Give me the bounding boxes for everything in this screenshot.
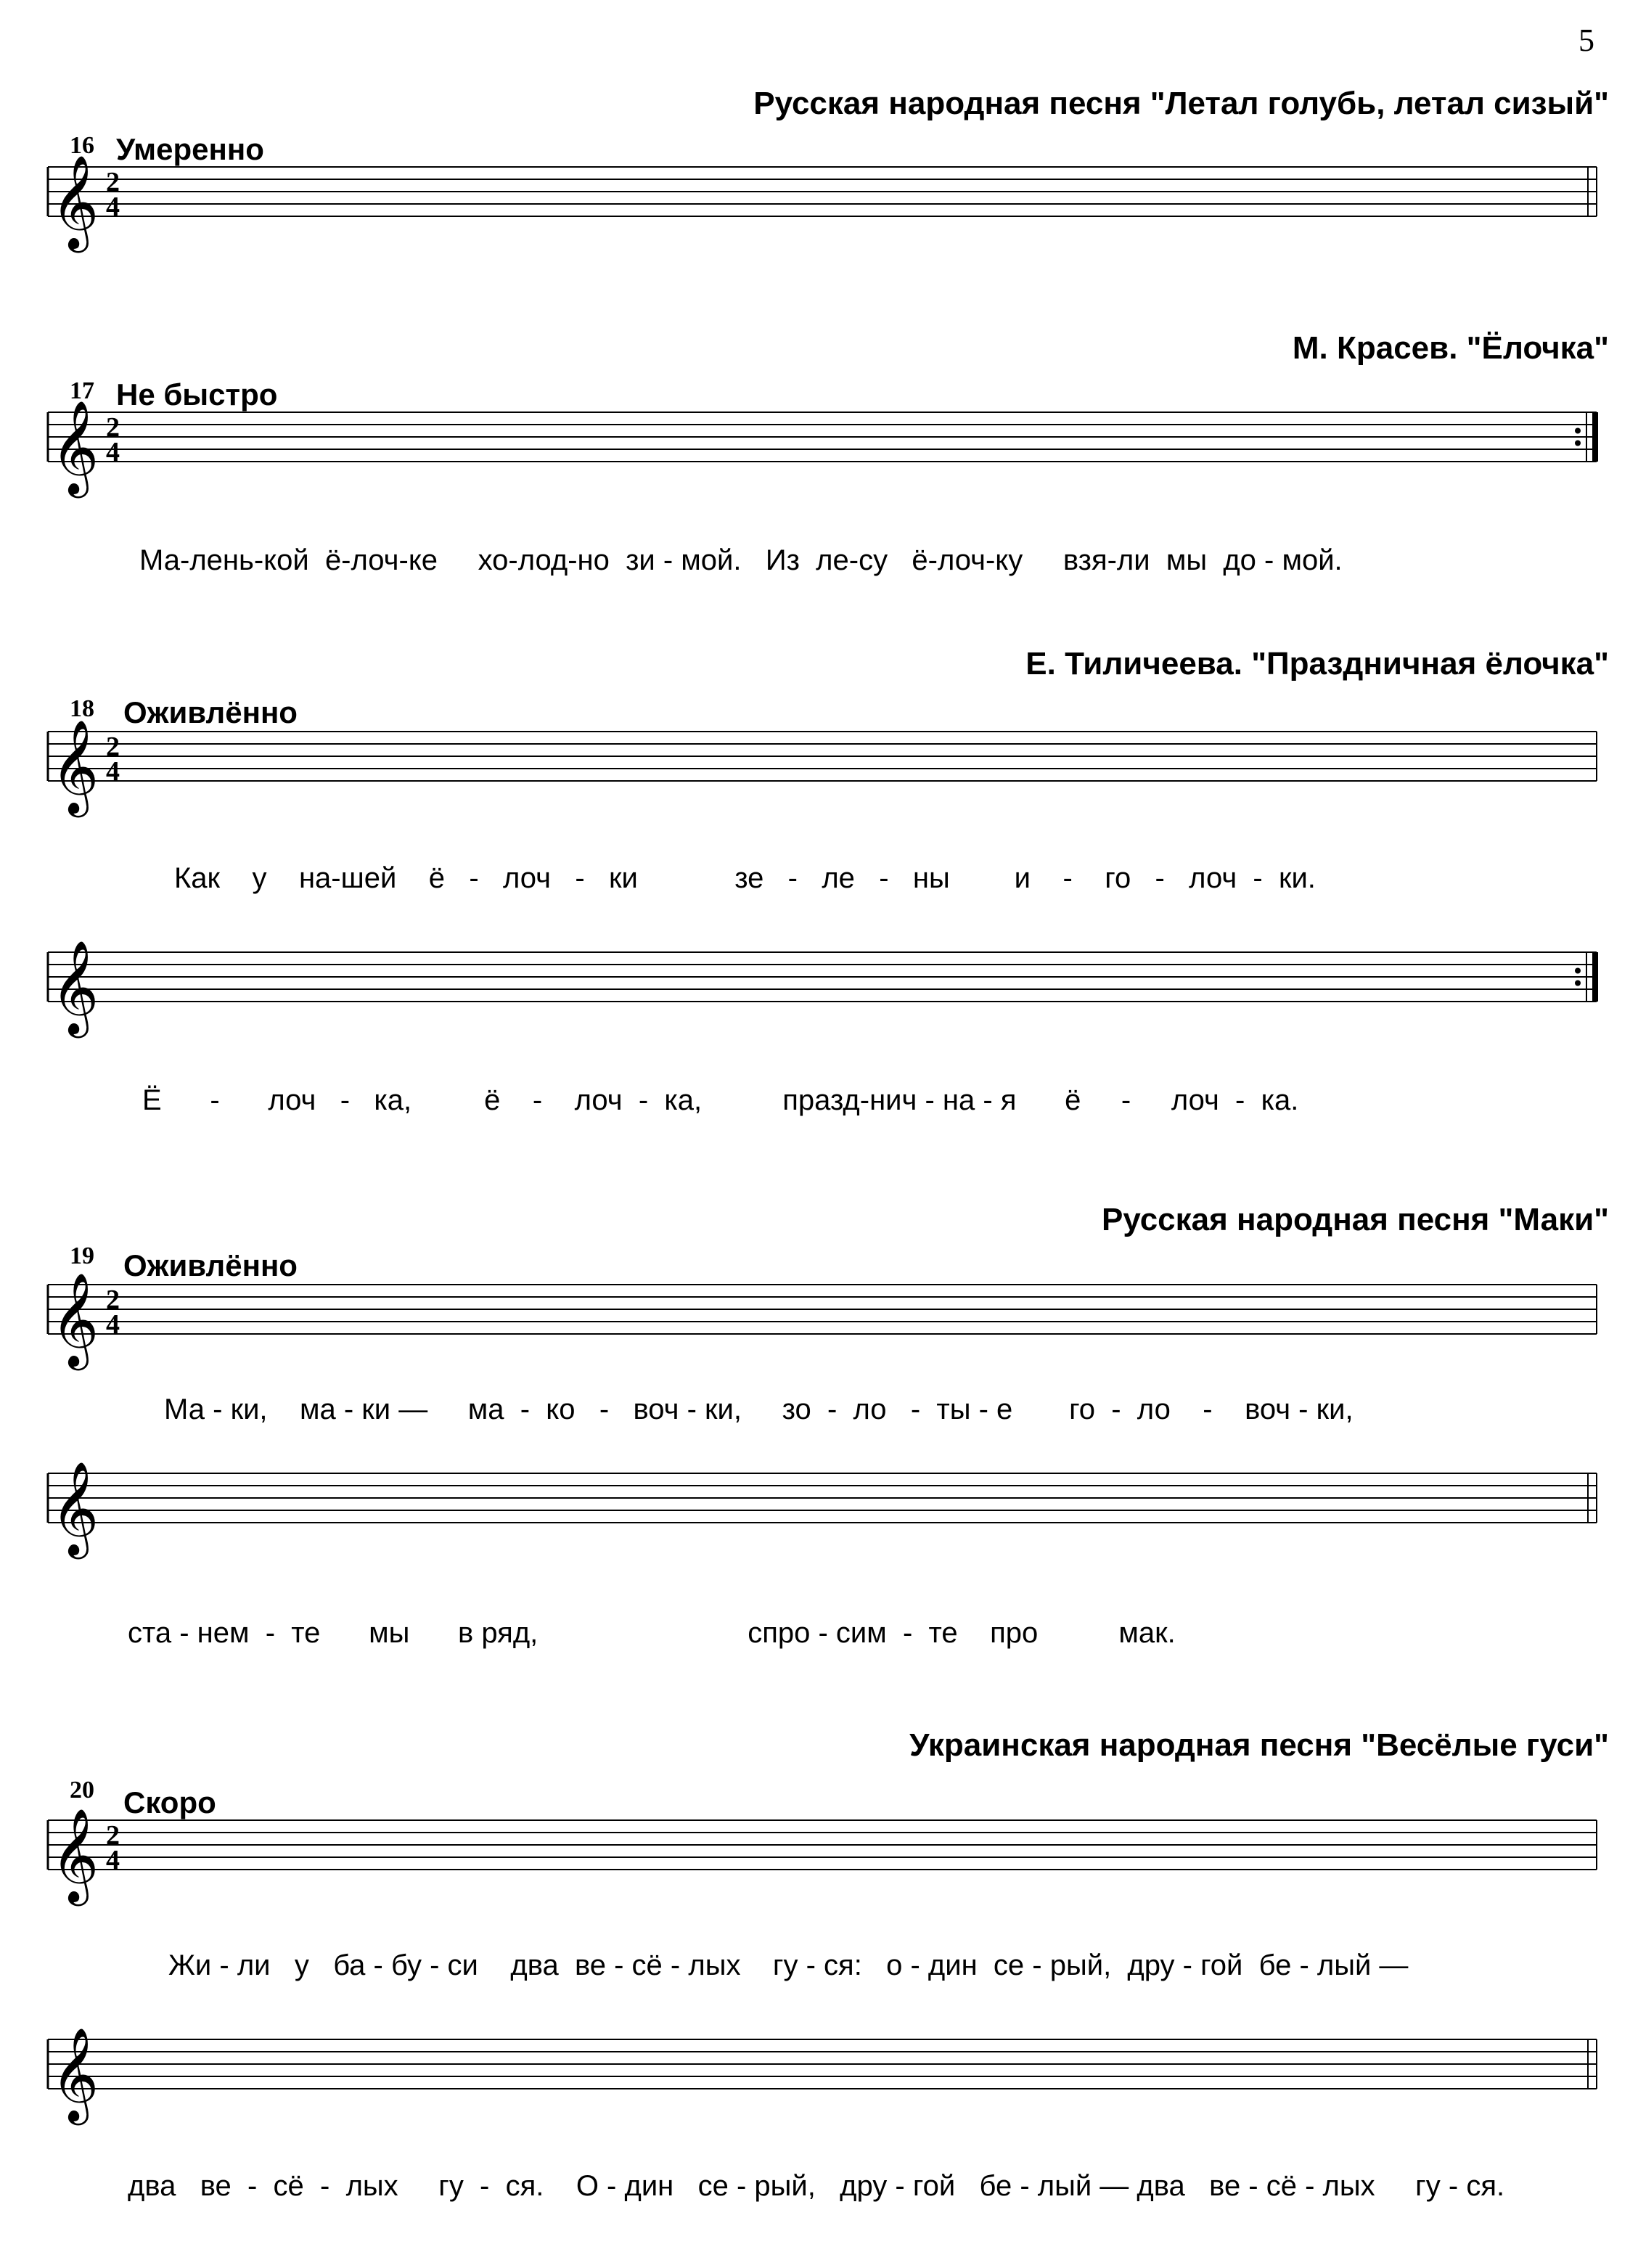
treble-clef-icon: 𝄞 [51,400,99,494]
time-signature-top: 2 [106,167,120,197]
ex18-staff-1 [0,710,1638,855]
ex19-tempo: Оживлённо [123,1248,298,1282]
repeat-barline-thick [1592,952,1598,1002]
ex18-tempo: Оживлённо [123,695,298,729]
treble-clef-icon: 𝄞 [51,1461,99,1555]
repeat-dot [1575,428,1581,434]
ex18-lyrics-1: Как у на-шей ё - лоч - ки зе - ле - ны и - го - лоч - ки. [174,862,1316,894]
ex16-number: 16 [70,132,94,159]
repeat-dot [1575,441,1581,446]
ex17-title: М. Красев. "Ёлочка" [1292,330,1609,366]
ex16-staff-1 [0,145,1638,290]
ex17-number: 17 [70,377,94,404]
repeat-barline-thick [1592,412,1598,462]
time-signature-top: 2 [106,1820,120,1851]
ex17-lyrics-1: Ма-лень-кой ё-лоч-ке хо-лод-но зи - мой. Из ле-су ё-лоч-ку взя-ли мы до - мой. [139,544,1343,576]
repeat-dot [1575,968,1581,974]
time-signature-bottom: 4 [106,437,120,467]
ex19-lyrics-1: Ма - ки, ма - ки — ма - ко - воч - ки, зо - ло - ты - е го - ло - воч - ки, [164,1393,1354,1425]
ex17-tempo: Не быстро [116,377,278,412]
ex20-tempo: Скоро [123,1785,216,1819]
treble-clef-icon: 𝄞 [51,940,99,1034]
ex19-number: 19 [70,1243,94,1269]
ex19-lyrics-2: ста - нем - те мы в ряд, спро - сим - те про мак. [128,1617,1176,1649]
page-number: 5 [1578,22,1594,58]
ex17-staff-1 [0,390,1638,536]
ex20-title: Украинская народная песня "Весёлые гуси" [909,1727,1609,1763]
treble-clef-icon: 𝄞 [51,719,99,814]
time-signature-bottom: 4 [106,1845,120,1875]
treble-clef-icon: 𝄞 [51,2027,99,2121]
time-signature-top: 2 [106,732,120,762]
time-signature-bottom: 4 [106,192,120,222]
ex19-title: Русская народная песня "Маки" [1101,1202,1609,1237]
repeat-dot [1575,981,1581,986]
ex18-lyrics-2: Ё - лоч - ка, ё - лоч - ка, празд-нич - на - я ё - лоч - ка. [142,1084,1299,1116]
ex18-title: Е. Тиличеева. "Праздничная ёлочка" [1025,646,1609,681]
ex19-staff-1 [0,1263,1638,1408]
time-signature-bottom: 4 [106,1309,120,1340]
ex20-staff-1 [0,1798,1638,1944]
time-signature-top: 2 [106,412,120,443]
ex20-number: 20 [70,1777,94,1804]
treble-clef-icon: 𝄞 [51,1808,99,1902]
ex20-staff-2 [0,2018,1638,2163]
time-signature-bottom: 4 [106,756,120,787]
time-signature-top: 2 [106,1285,120,1315]
ex18-number: 18 [70,695,94,722]
treble-clef-icon: 𝄞 [51,1272,99,1367]
ex20-lyrics-1: Жи - ли у ба - бу - си два ве - сё - лых гу - ся: о - дин се - рый, дру - гой бе - лый — [168,1949,1409,1981]
ex18-staff-2 [0,930,1638,1076]
treble-clef-icon: 𝄞 [51,155,99,249]
ex20-lyrics-2: два ве - сё - лых гу - ся. О - дин се - рый, дру - гой бе - лый — два ве - сё - лых гу - ся. [128,2170,1505,2202]
ex19-staff-2 [0,1452,1638,1597]
ex16-tempo: Умеренно [116,132,264,166]
ex16-title: Русская народная песня "Летал голубь, летал сизый" [753,86,1609,121]
